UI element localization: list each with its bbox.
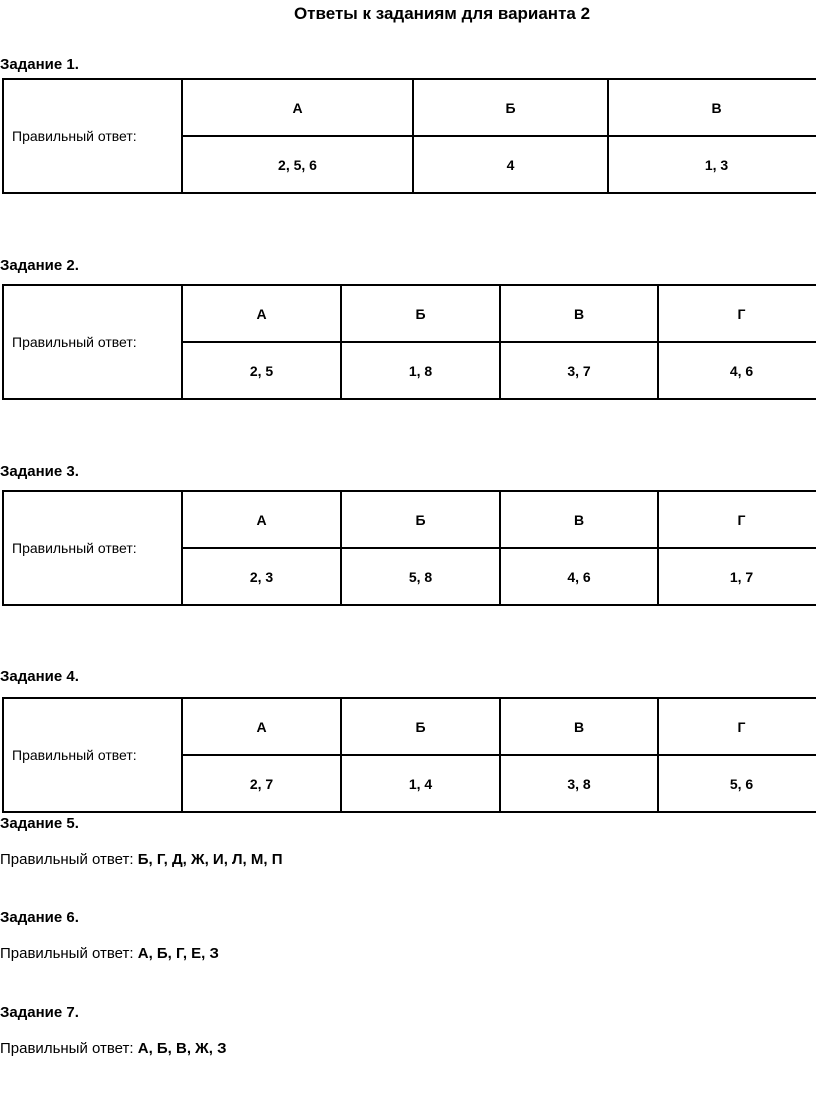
answer-cell: 2, 7 — [182, 755, 341, 812]
answer-cell: 5, 6 — [658, 755, 816, 812]
answer-cell: 2, 5 — [182, 342, 341, 399]
task-2-table — [2, 284, 816, 400]
task-6-answer: А, Б, Г, Е, З — [137, 945, 219, 962]
task-5-answer-line — [0, 851, 283, 868]
correct-answer-label: Правильный ответ: — [3, 491, 182, 605]
task-1-heading: Задание 1. — [0, 56, 79, 73]
correct-answer-label: Правильный ответ: — [0, 1040, 134, 1057]
answer-cell: 3, 8 — [500, 755, 658, 812]
task-5-answer: Б, Г, Д, Ж, И, Л, М, П — [137, 851, 283, 868]
task-7-heading: Задание 7. — [0, 1004, 79, 1021]
column-header: В — [500, 698, 658, 755]
task-1-table — [2, 78, 816, 194]
task-4-heading: Задание 4. — [0, 668, 79, 685]
column-header: В — [500, 491, 658, 548]
column-header: Г — [658, 491, 816, 548]
page-title: Ответы к заданиям для варианта 2 — [293, 4, 591, 23]
task-4-table — [2, 697, 816, 813]
answer-cell: 3, 7 — [500, 342, 658, 399]
answer-cell: 1, 4 — [341, 755, 500, 812]
task-3-table — [2, 490, 816, 606]
column-header: А — [182, 79, 413, 136]
task-5-heading: Задание 5. — [0, 815, 79, 832]
answer-cell: 4 — [413, 136, 608, 193]
answer-cell: 5, 8 — [341, 548, 500, 605]
answer-cell: 1, 3 — [608, 136, 816, 193]
task-7-answer-line — [0, 1040, 226, 1057]
column-header: А — [182, 491, 341, 548]
task-7-answer: А, Б, В, Ж, З — [137, 1040, 227, 1057]
column-header: А — [182, 285, 341, 342]
answer-cell: 2, 5, 6 — [182, 136, 413, 193]
column-header: В — [608, 79, 816, 136]
task-3-heading: Задание 3. — [0, 463, 79, 480]
correct-answer-label: Правильный ответ: — [0, 851, 134, 868]
correct-answer-label: Правильный ответ: — [3, 285, 182, 399]
task-2-heading: Задание 2. — [0, 257, 79, 274]
answer-cell: 4, 6 — [658, 342, 816, 399]
task-6-heading: Задание 6. — [0, 909, 79, 926]
column-header: Б — [341, 491, 500, 548]
column-header: Г — [658, 285, 816, 342]
correct-answer-label: Правильный ответ: — [3, 79, 182, 193]
answer-cell: 4, 6 — [500, 548, 658, 605]
column-header: Б — [413, 79, 608, 136]
correct-answer-label: Правильный ответ: — [3, 698, 182, 812]
column-header: В — [500, 285, 658, 342]
answer-cell: 1, 7 — [658, 548, 816, 605]
answer-cell: 1, 8 — [341, 342, 500, 399]
task-6-answer-line — [0, 945, 219, 962]
column-header: Б — [341, 285, 500, 342]
column-header: Г — [658, 698, 816, 755]
correct-answer-label: Правильный ответ: — [0, 945, 134, 962]
answer-cell: 2, 3 — [182, 548, 341, 605]
column-header: Б — [341, 698, 500, 755]
column-header: А — [182, 698, 341, 755]
